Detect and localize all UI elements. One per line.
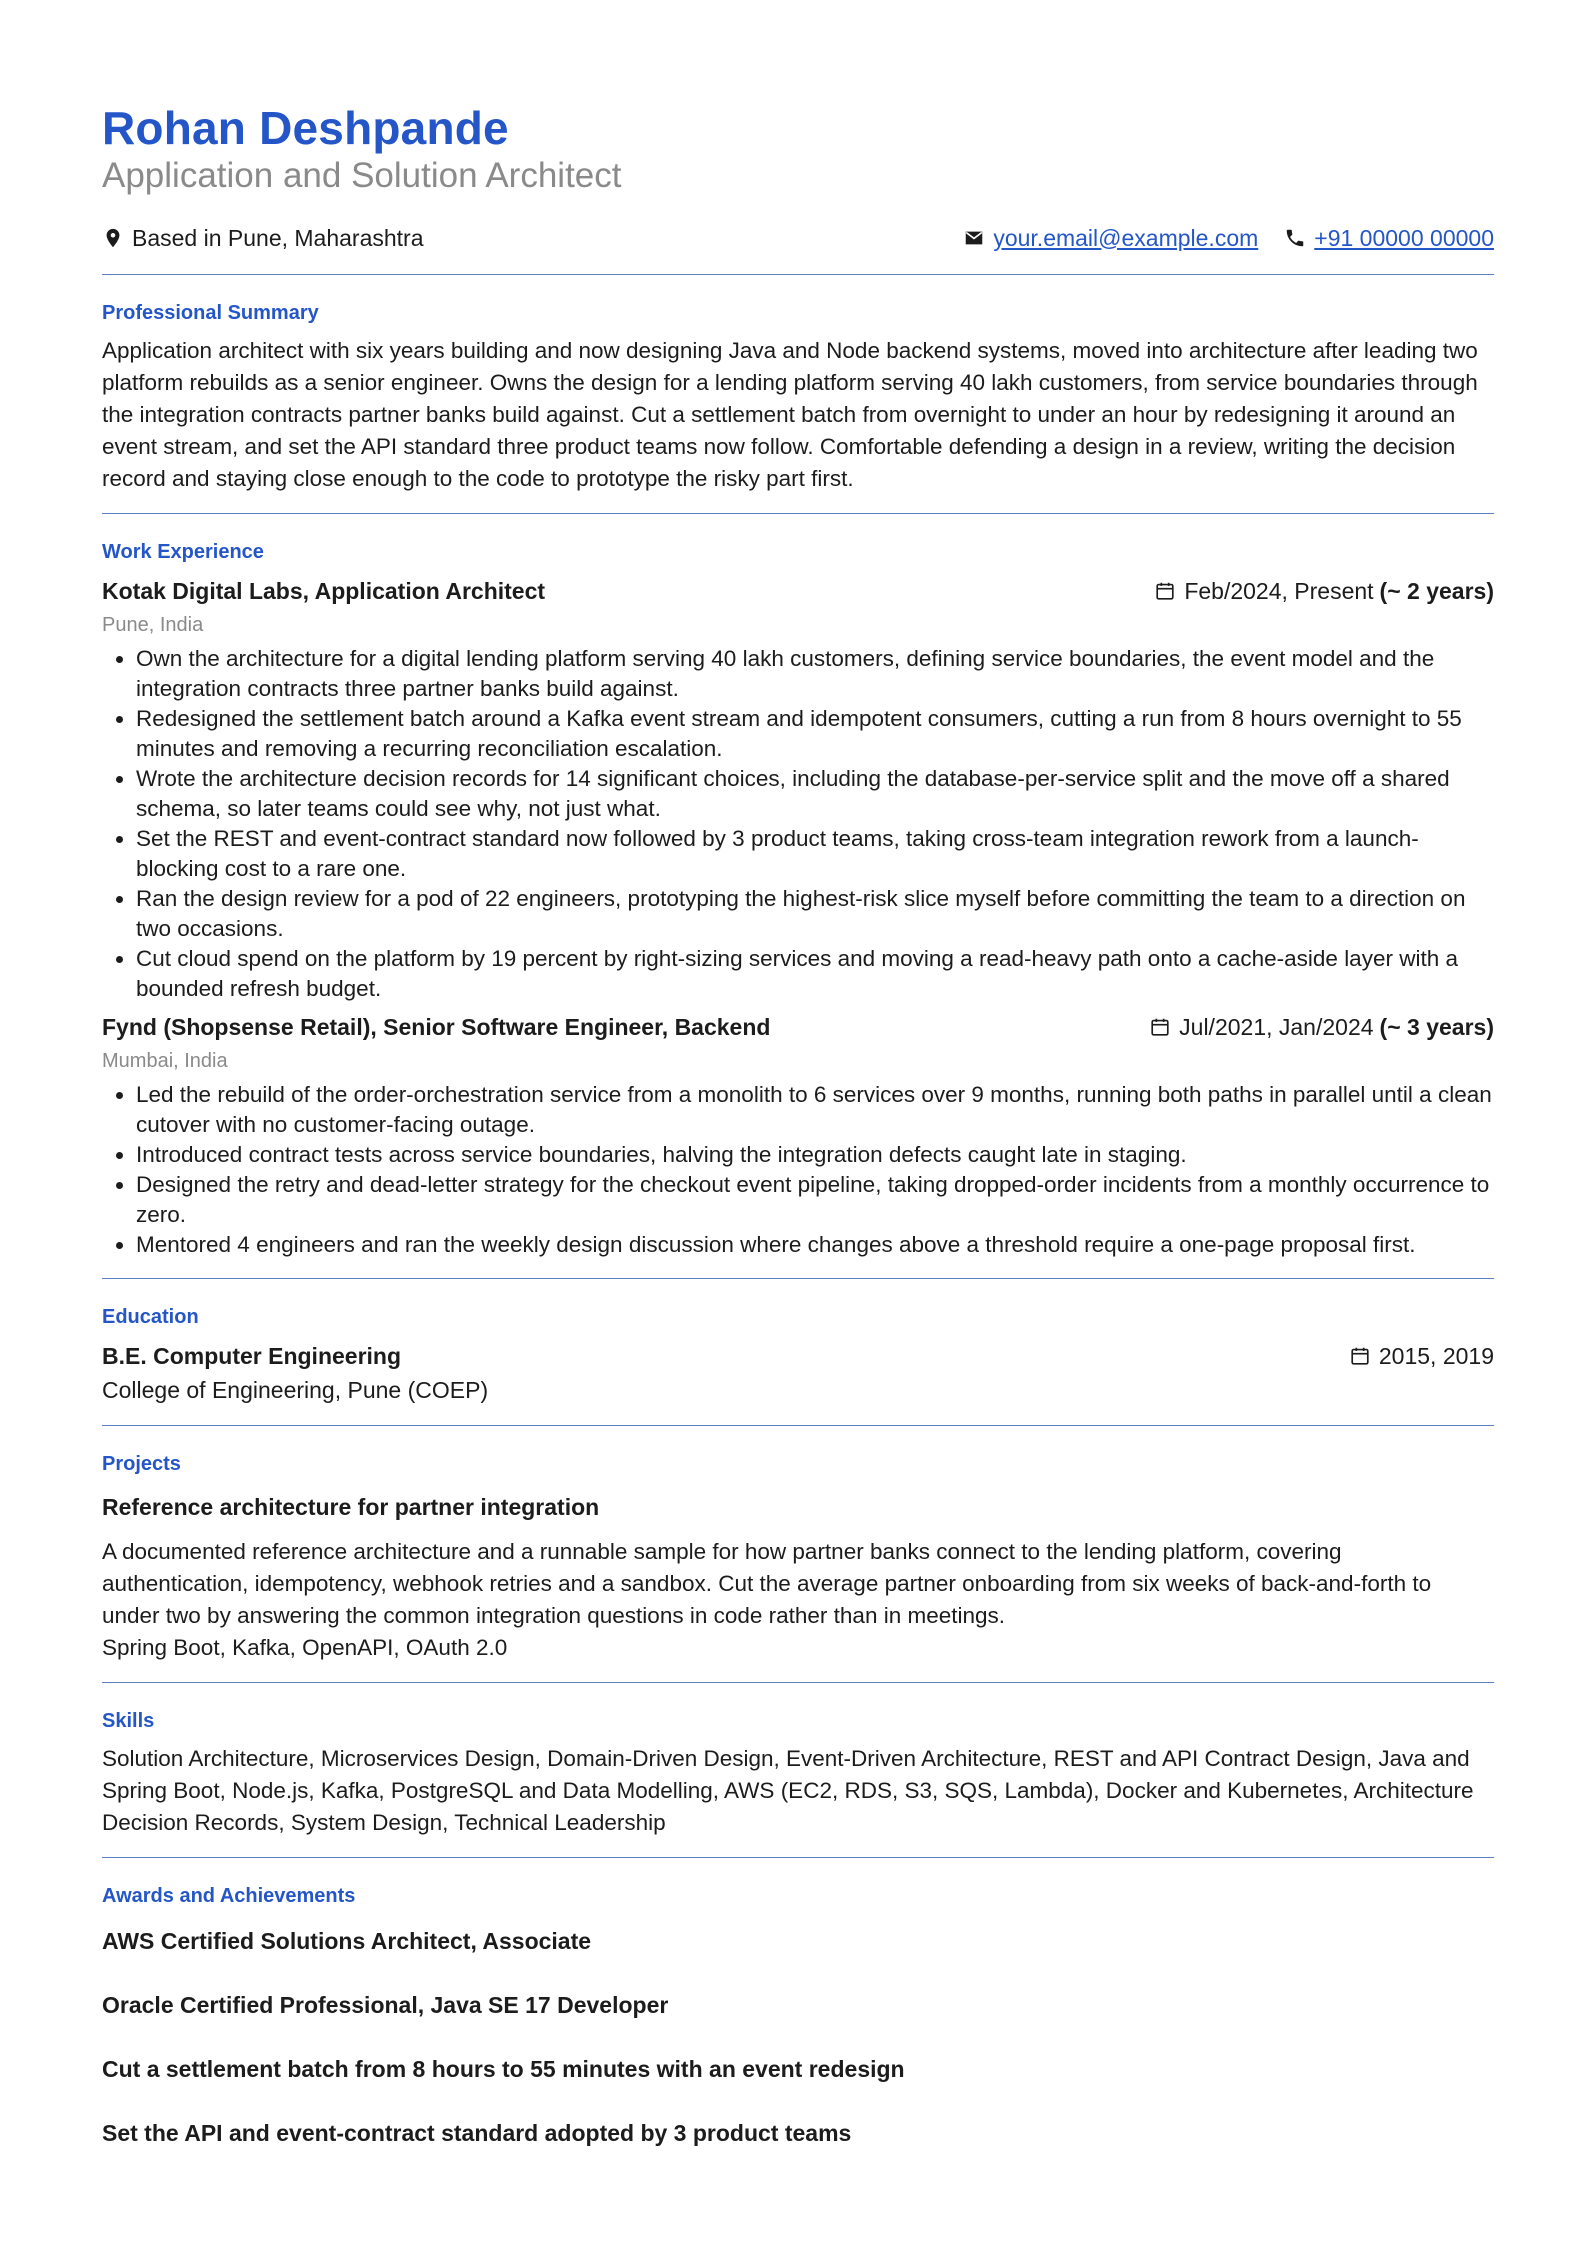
location-contact <box>102 225 424 252</box>
list-item: • Own the architecture for a digital lending platform serving 40 lakh customers, defining service boundaries, the event model and the integration contracts three partner banks build against. <box>136 644 1494 704</box>
summary-heading: Professional Summary <box>102 302 319 324</box>
divider <box>102 1682 1494 1683</box>
calendar-icon <box>1349 1345 1371 1367</box>
job-entry <box>102 1010 1494 1260</box>
list-item: • Designed the retry and dead-letter strategy for the checkout event pipeline, taking dropped-order incidents from a monthly occurrence to zero. <box>136 1170 1494 1230</box>
projects-heading: Projects <box>102 1453 181 1475</box>
job-role: Application Architect <box>314 578 546 604</box>
divider <box>102 1425 1494 1426</box>
education-date-range: 2015, 2019 <box>1378 1343 1494 1369</box>
project-description: A documented reference architecture and a runnable sample for how partner banks connect to the lending platform, covering authentication, idempotency, webhook retries and a sandbox. Cut the average partner onboarding from six weeks of back-and-forth to under two by answering the common integration questions in code rather than in meetings. <box>102 1539 1432 1628</box>
list-item: • Wrote the architecture decision records for 14 significant choices, including the database-per-service split and the move off a shared schema, so later teams could see why, not just what. <box>136 764 1494 824</box>
resume-page <box>102 100 1494 2180</box>
divider <box>102 513 1494 514</box>
job-bullets <box>102 1080 1494 1260</box>
calendar-icon <box>1154 580 1176 602</box>
phone-contact <box>1284 225 1494 252</box>
award-item: Set the API and event-contract standard adopted by 3 product teams <box>102 2120 852 2146</box>
job-location: Mumbai, India <box>102 1050 228 1072</box>
project-tech: Spring Boot, Kafka, OpenAPI, OAuth 2.0 <box>102 1635 508 1660</box>
job-location: Pune, India <box>102 614 204 636</box>
projects-section <box>102 1450 1494 1664</box>
experience-section <box>102 538 1494 1260</box>
summary-text: Application architect with six years building and now designing Java and Node backend systems, moved into architecture after leading two platform rebuilds as a senior engineer. Owns the design for a lending platform serving 40 lakh customers, from service boundaries through the integration contracts partner banks build against. Cut a settlement batch from overnight to under an hour by redesigning it around an event stream, and set the API standard three product teams now follow. Comfortable defending a design in a review, writing the decision record and staying close enough to the code to prototype the risky part first. <box>102 338 1478 491</box>
job-company-role: Fynd (Shopsense Retail), Senior Software Engineer, Backend <box>102 1014 771 1040</box>
education-degree: B.E. Computer Engineering <box>102 1343 402 1369</box>
education-section <box>102 1303 1494 1407</box>
education-dates <box>1349 1339 1494 1373</box>
job-duration: (~ 2 years) <box>1379 578 1494 604</box>
job-company: Fynd (Shopsense Retail) <box>102 1014 371 1040</box>
skills-text: Solution Architecture, Microservices Design, Domain-Driven Design, Event-Driven Architecture, REST and API Contract Design, Java and Spring Boot, Node.js, Kafka, PostgreSQL and Data Modelling, AWS (EC2, RDS, S3, SQS, Lambda), Docker and Kubernetes, Architecture Decision Records, System Design, Technical Leadership <box>102 1746 1474 1835</box>
job-company: Kotak Digital Labs <box>102 578 303 604</box>
project-title: Reference architecture for partner integration <box>102 1494 600 1520</box>
award-item: AWS Certified Solutions Architect, Associate <box>102 1928 592 1954</box>
summary-section <box>102 299 1494 495</box>
job-duration: (~ 3 years) <box>1379 1014 1494 1040</box>
divider <box>102 1278 1494 1279</box>
awards-section <box>102 1882 1494 2150</box>
job-date-range: Feb/2024, Present <box>1184 578 1374 604</box>
job-role: Senior Software Engineer, Backend <box>383 1014 771 1040</box>
skills-heading: Skills <box>102 1710 155 1732</box>
skills-section <box>102 1707 1494 1839</box>
contact-row <box>102 220 1494 256</box>
email-contact <box>963 225 1258 252</box>
job-date-range: Jul/2021, Jan/2024 <box>1179 1014 1374 1040</box>
list-item: • Cut cloud spend on the platform by 19 percent by right-sizing services and moving a read-heavy path onto a cache-aside layer with a bounded refresh budget. <box>136 944 1494 1004</box>
divider <box>102 274 1494 275</box>
job-header <box>102 1010 1494 1044</box>
education-heading: Education <box>102 1306 199 1328</box>
list-item: • Introduced contract tests across service boundaries, halving the integration defects caught late in staging. <box>136 1140 1494 1170</box>
job-company-role: Kotak Digital Labs, Application Architect <box>102 578 546 604</box>
candidate-title: Application and Solution Architect <box>102 156 622 195</box>
job-entry <box>102 574 1494 1004</box>
award-item: Cut a settlement batch from 8 hours to 55 minutes with an event redesign <box>102 2056 905 2082</box>
list-item: • Set the REST and event-contract standard now followed by 3 product teams, taking cross-team integration rework from a launch-blocking cost to a rare one. <box>136 824 1494 884</box>
list-item: • Led the rebuild of the order-orchestration service from a monolith to 6 services over 9 months, running both paths in parallel until a clean cutover with no customer-facing outage. <box>136 1080 1494 1140</box>
phone-link[interactable]: +91 00000 00000 <box>1314 224 1494 251</box>
awards-heading: Awards and Achievements <box>102 1885 356 1907</box>
experience-heading: Work Experience <box>102 541 264 563</box>
job-dates <box>1149 1010 1494 1044</box>
list-item: • Ran the design review for a pod of 22 engineers, prototyping the highest-risk slice myself before committing the team to a direction on two occasions. <box>136 884 1494 944</box>
education-school: College of Engineering, Pune (COEP) <box>102 1377 489 1403</box>
job-header <box>102 574 1494 608</box>
list-item: • Mentored 4 engineers and ran the weekly design discussion where changes above a threshold require a one-page proposal first. <box>136 1230 1494 1260</box>
map-pin-icon <box>102 227 124 249</box>
candidate-name: Rohan Deshpande <box>102 102 509 154</box>
envelope-icon <box>963 227 985 249</box>
award-item: Oracle Certified Professional, Java SE 17 Developer <box>102 1992 669 2018</box>
email-link[interactable]: your.email@example.com <box>993 224 1259 251</box>
phone-icon <box>1284 227 1306 249</box>
calendar-icon <box>1149 1016 1171 1038</box>
list-item: • Redesigned the settlement batch around a Kafka event stream and idempotent consumers, cutting a run from 8 hours overnight to 55 minutes and removing a recurring reconciliation escalation. <box>136 704 1494 764</box>
education-header <box>102 1339 1494 1373</box>
job-bullets <box>102 644 1494 1004</box>
job-dates <box>1154 574 1494 608</box>
location-text: Based in Pune, Maharashtra <box>132 224 424 251</box>
divider <box>102 1857 1494 1858</box>
contact-links <box>937 225 1494 252</box>
